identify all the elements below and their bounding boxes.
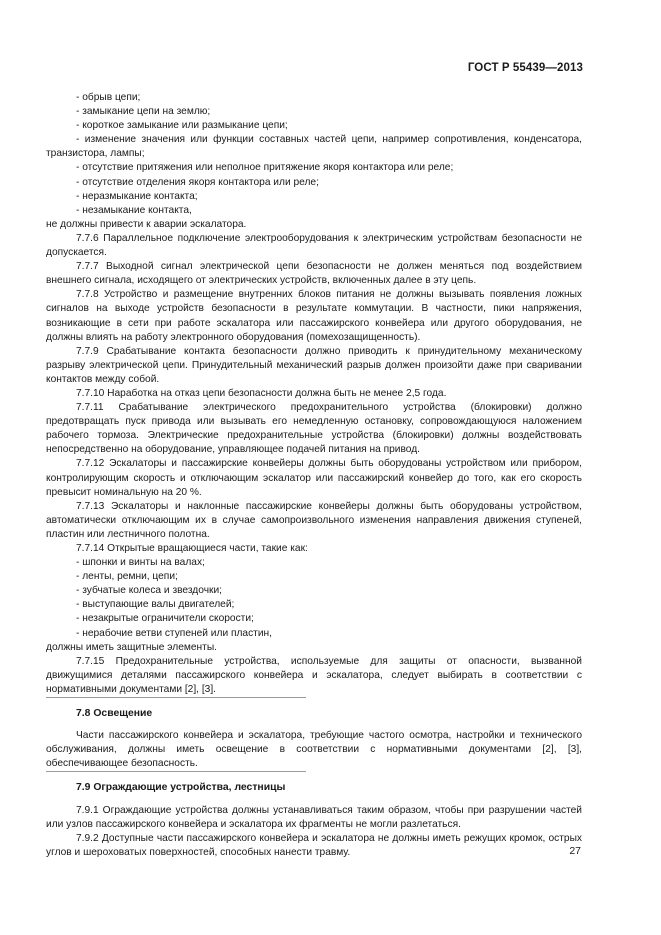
paragraph-7-7-10: 7.7.10 Наработка на отказ цепи безопасности должна быть не менее 2,5 года. [76, 387, 447, 399]
paragraph-7-7-7: 7.7.7 Выходной сигнал электрической цепи безопасности не должен меняться под воздействием внешнего сигнала, исходящего от электрических устройств, включенных далее в эту цепь. [46, 261, 582, 287]
list-tail: не должны привести к аварии эскалатора. [46, 218, 247, 230]
paragraph-7-9-2: 7.9.2 Доступные части пассажирского конвейера и эскалатора не должны иметь режущих кромок, острых углов и шероховатых поверхностей, способных нанести травму. [46, 832, 582, 858]
page-content [46, 91, 582, 860]
list-item: - шпонки и винты на валах; [76, 557, 205, 569]
list-item: - неразмыкание контакта; [76, 190, 198, 202]
section-title-7-9: 7.9 Ограждающие устройства, лестницы [46, 781, 582, 795]
list-item: - замыкание цепи на землю; [76, 106, 211, 118]
standard-header: ГОСТ Р 55439—2013 [467, 62, 583, 74]
list-item: - отсутствие притяжения или неполное притяжение якоря контактора или реле; [76, 162, 454, 174]
paragraph-7-7-13: 7.7.13 Эскалаторы и наклонные пассажирские конвейеры должны быть оборудованы устройством, автоматически отключающим их в случае самопроизвольного изменения направления движения ступеней, пластин или лестничного полотна. [46, 500, 582, 540]
paragraph-7-8: Части пассажирского конвейера и эскалатора, требующие частого осмотра, настройки и технического обслуживания, должны иметь освещение в соответствии с нормативными документами [2], [3], обеспечивающее безопасность. [46, 730, 582, 770]
paragraph-7-7-15: 7.7.15 Предохранительные устройства, используемые для защиты от опасности, вызванной движущимися деталями пассажирского конвейера и эскалатора, следует выбирать в соответствии с нормативными документами [2], [3]. [46, 655, 582, 695]
paragraph-7-7-12: 7.7.12 Эскалаторы и пассажирские конвейеры должны быть оборудованы устройством или прибором, контролирующим скорость и отключающим эскалатор или пассажирский конвейер до того, как его скорость превысит номинальную на 20 %. [46, 458, 582, 498]
list-item: - незамыкание контакта, [76, 204, 192, 216]
list-item: - выступающие валы двигателей; [76, 599, 235, 611]
list-item: - короткое замыкание или размыкание цепи; [76, 120, 288, 132]
paragraph-7-7-6: 7.7.6 Параллельное подключение электрооборудования к электрическим устройствам безопасности не допускается. [46, 232, 582, 259]
list-item: - изменение значения или функции составных частей цепи, например сопротивления, конденсатора, транзистора, лампы; [46, 134, 582, 160]
list-item: - обрыв цепи; [76, 92, 141, 103]
paragraph-7-7-8: 7.7.8 Устройство и размещение внутренних блоков питания не должны вызывать появления ложных сигналов на выходе устройств безопасности в результате коммутации. В частности, пики напряжения, возникающие в сети при работе эскалатора или пассажирского конвейера или другого оборудования, не должны влиять на работу электронного оборудования (помехозащищенность). [46, 289, 582, 343]
paragraph-7-9-1: 7.9.1 Ограждающие устройства должны устанавливаться таким образом, чтобы при разрушении частей или узлов пассажирского конвейера и эскалатора их фрагменты не могли разлетаться. [46, 804, 582, 830]
page-number: 27 [569, 845, 581, 857]
paragraph-7-7-9: 7.7.9 Срабатывание контакта безопасности должно приводить к принудительному механическому разрыву электрической цепи. Принудительный механический разрыв должен произойти даже при сваривании контактов между собой. [46, 345, 582, 385]
paragraph-7-7-14: 7.7.14 Открытые вращающиеся части, такие как: [76, 543, 308, 554]
list-tail: должны иметь защитные элементы. [46, 641, 217, 653]
list-item: - незакрытые ограничители скорости; [76, 613, 254, 625]
list-item: - нерабочие ветви ступеней или пластин, [76, 627, 272, 639]
paragraph-7-7-11: 7.7.11 Срабатывание электрического предохранительного устройства (блокировки) должно предотвращать пуск привода или вызывать его немедленную остановку, сопровождающуюся наложением рабочего тормоза. Электрические предохранительные устройства (блокировки) должны воздействовать непосредственно на оборудование, управляющее подачей питания на привод. [46, 402, 582, 456]
list-item: - ленты, ремни, цепи; [76, 571, 178, 583]
list-item: - зубчатые колеса и звездочки; [76, 585, 222, 597]
section-title-7-8: 7.8 Освещение [46, 707, 582, 721]
list-item: - отсутствие отделения якоря контактора или реле; [76, 176, 319, 188]
